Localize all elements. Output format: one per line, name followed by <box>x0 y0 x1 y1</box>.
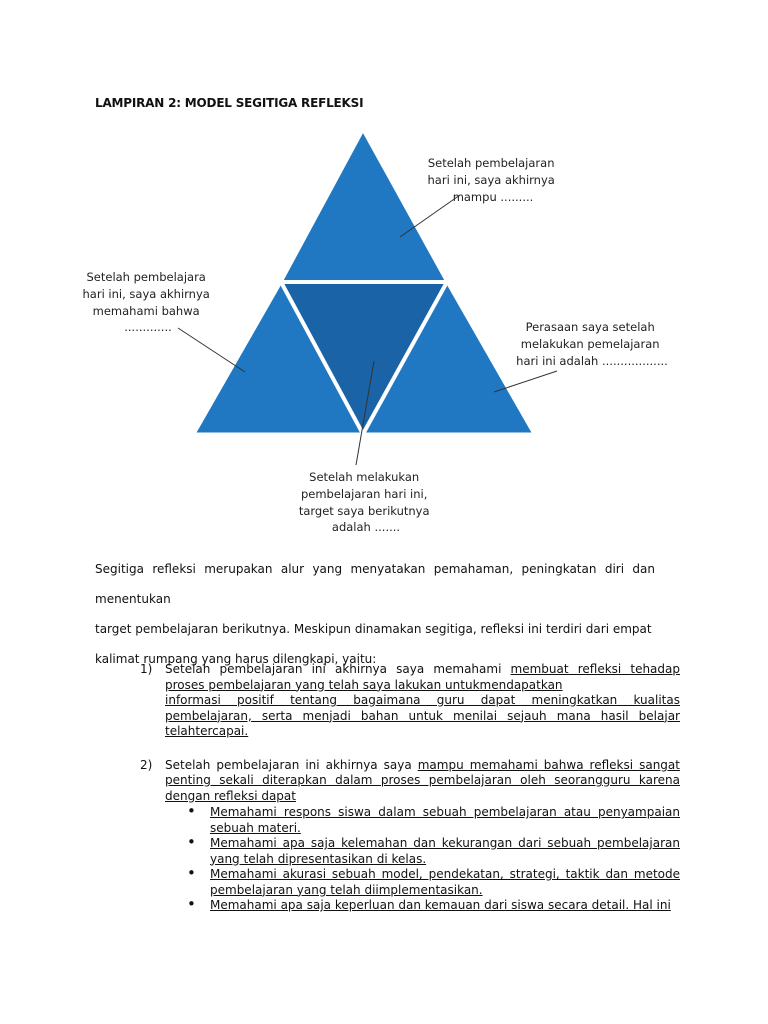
bullet-item: • Memahami apa saja kelemahan dan kekurangan dari sebuah pembelajaran yang telah dipresentasikan di kelas. <box>185 836 680 867</box>
label-bottom-line: Setelah melakukan <box>309 470 420 484</box>
label-bottom-line: adalah ....... <box>331 520 401 534</box>
label-left-line: Setelah pembelajara <box>86 270 206 284</box>
label-right <box>516 320 668 368</box>
label-bottom-line: pembelajaran hari ini, <box>300 487 428 501</box>
list-item-text: Setelah pembelajaran ini akhirnya saya memahami <box>165 662 511 676</box>
intro-line: target pembelajaran berikutnya. Meskipun dinamakan segitiga, refleksi ini terdiri dari empat <box>95 622 652 636</box>
label-bottom <box>299 470 433 534</box>
bullet-list <box>185 805 680 914</box>
list-item-underlined-text: informasi positif tentang bagaimana guru dapat meningkatkan kualitas pembelajaran, serta menjadi bahan untuk menilai sejauh mana hasil belajar telahtercapai. <box>165 693 680 738</box>
label-top-line: Setelah pembelajaran <box>427 156 555 170</box>
list-item-1 <box>140 662 680 740</box>
bullet-item: • Memahami respons siswa dalam sebuah pembelajaran atau penyampaian sebuah materi. <box>185 805 680 836</box>
label-right-line: Perasaan saya setelah <box>525 320 655 334</box>
intro-line: kalimat rumpang yang harus dilengkapi, yaitu: <box>95 652 377 666</box>
label-top-line: hari ini, saya akhirnya <box>427 173 555 187</box>
list-number: 1) <box>140 662 153 676</box>
label-top <box>428 156 559 204</box>
label-left <box>83 270 214 334</box>
label-left-line: hari ini, saya akhirnya <box>82 287 210 301</box>
leader-line-left <box>178 328 245 372</box>
label-right-line: melakukan pemelajaran <box>520 337 660 351</box>
list-item-underlined-text: mampu memahami bahwa refleksi sangat penting sekali diterapkan dalam proses pembelajaran oleh seorangguru karena dengan refleksi dapat <box>165 757 680 803</box>
label-left-line: ............. <box>124 320 172 334</box>
bullet-item: • Memahami akurasi sebuah model, pendekatan, strategi, taktik dan metode pembelajaran yang telah diimplementasikan. <box>185 867 680 898</box>
intro-paragraph <box>95 554 655 674</box>
label-bottom-line: target saya berikutnya <box>298 504 430 518</box>
bullet-item: • Memahami apa saja keperluan dan kemauan dari siswa secara detail. Hal ini <box>185 898 680 914</box>
list-item-2 <box>140 758 680 914</box>
triangle-top-segment <box>281 130 447 282</box>
list-item-text: Setelah pembelajaran ini akhirnya saya <box>165 757 418 772</box>
numbered-list <box>140 662 680 914</box>
list-item-underlined-text: membuat refleksi tehadap proses pembelajaran yang telah saya lakukan untukmendapatkan <box>165 662 680 692</box>
list-number: 2) <box>140 757 153 772</box>
label-top-line: mampu ......... <box>452 190 534 204</box>
reflection-triangle-diagram <box>60 125 700 545</box>
page-title: LAMPIRAN 2: MODEL SEGITIGA REFLEKSI <box>95 96 364 110</box>
label-right-line: hari ini adalah .................. <box>516 354 668 368</box>
intro-line: Segitiga refleksi merupakan alur yang menyatakan pemahaman, peningkatan diri dan menentukan <box>95 562 655 606</box>
label-left-line: memahami bahwa <box>92 304 200 318</box>
